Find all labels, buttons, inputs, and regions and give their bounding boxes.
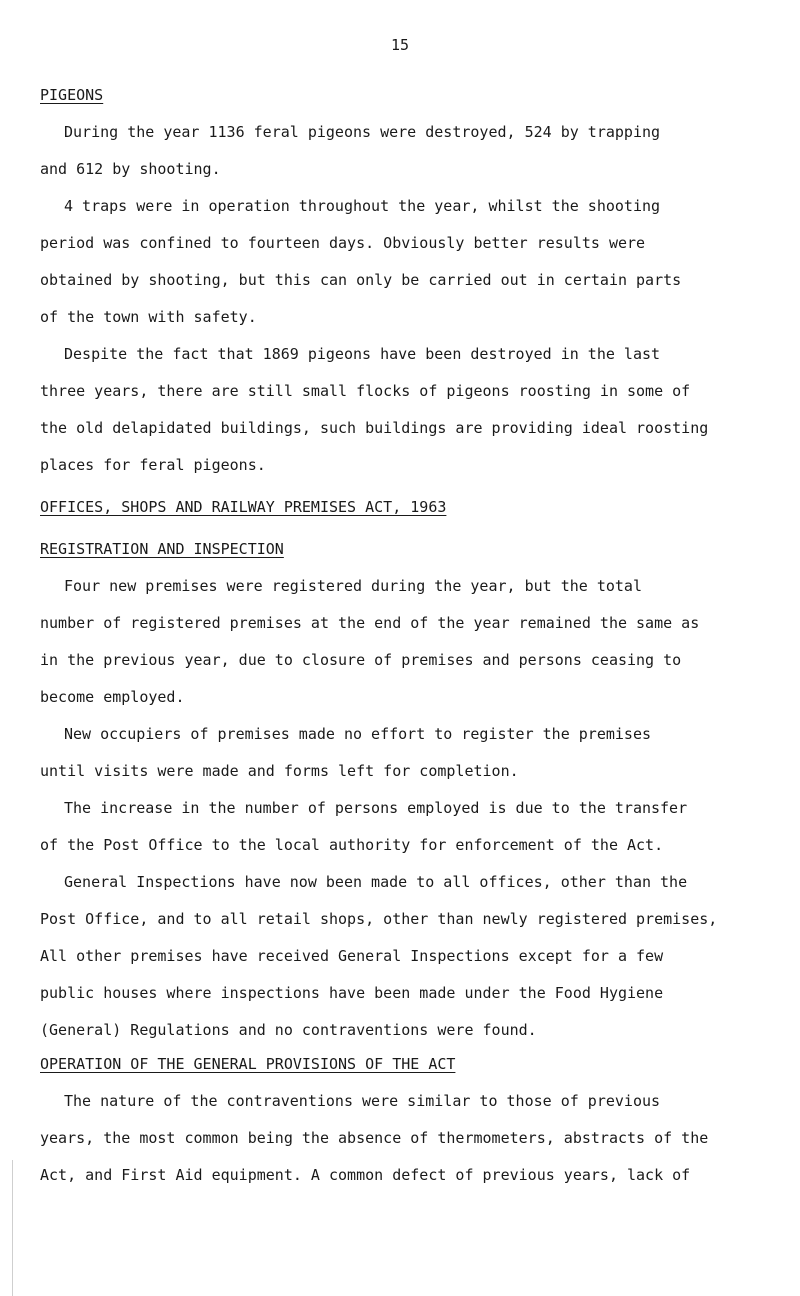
text-line: three years, there are still small flocks of pigeons roosting in some of <box>40 382 691 400</box>
text-line: Four new premises were registered during the year, but the total <box>64 577 642 595</box>
text-line: become employed. <box>40 688 185 706</box>
text-line: years, the most common being the absence of thermometers, abstracts of the <box>40 1129 709 1147</box>
text-line: the old delapidated buildings, such buildings are providing ideal roosting <box>40 419 709 437</box>
page-number: 15 <box>390 36 410 54</box>
text-line: in the previous year, due to closure of premises and persons ceasing to <box>40 651 682 669</box>
operation-paragraph-1 <box>40 1083 780 1194</box>
text-line: The nature of the contraventions were similar to those of previous <box>64 1092 661 1110</box>
pigeons-paragraph-2 <box>40 188 780 336</box>
registration-paragraph-4 <box>40 864 780 1049</box>
text-line: Despite the fact that 1869 pigeons have been destroyed in the last <box>64 345 661 363</box>
text-line: The increase in the number of persons employed is due to the transfer <box>64 799 688 817</box>
text-line: During the year 1136 feral pigeons were destroyed, 524 by trapping <box>64 123 661 141</box>
text-line: (General) Regulations and no contraventions were found. <box>40 1021 537 1039</box>
text-line: and 612 by shooting. <box>40 160 221 178</box>
text-line: until visits were made and forms left for completion. <box>40 762 519 780</box>
text-line: Post Office, and to all retail shops, other than newly registered premises, <box>40 910 718 928</box>
scan-edge-mark <box>12 1160 13 1296</box>
heading-operation: OPERATION OF THE GENERAL PROVISIONS OF THE ACT <box>40 1055 456 1073</box>
heading-registration: REGISTRATION AND INSPECTION <box>40 540 284 558</box>
heading-pigeons: PIGEONS <box>40 86 104 104</box>
text-line: 4 traps were in operation throughout the year, whilst the shooting <box>64 197 661 215</box>
registration-paragraph-2 <box>40 716 780 790</box>
text-line: All other premises have received General Inspections except for a few <box>40 947 664 965</box>
text-line: places for feral pigeons. <box>40 456 266 474</box>
pigeons-paragraph-3 <box>40 336 780 484</box>
text-line: Act, and First Aid equipment. A common defect of previous years, lack of <box>40 1166 691 1184</box>
pigeons-paragraph-1 <box>40 114 780 188</box>
text-line: General Inspections have now been made to all offices, other than the <box>64 873 688 891</box>
text-line: period was confined to fourteen days. Obviously better results were <box>40 234 646 252</box>
registration-paragraph-3 <box>40 790 780 864</box>
text-line: number of registered premises at the end of the year remained the same as <box>40 614 700 632</box>
heading-offices-act: OFFICES, SHOPS AND RAILWAY PREMISES ACT, 1963 <box>40 498 447 516</box>
text-line: public houses where inspections have been made under the Food Hygiene <box>40 984 664 1002</box>
text-line: obtained by shooting, but this can only be carried out in certain parts <box>40 271 682 289</box>
document-body <box>40 80 780 1194</box>
registration-paragraph-1 <box>40 568 780 716</box>
text-line: New occupiers of premises made no effort to register the premises <box>64 725 651 743</box>
text-line: of the town with safety. <box>40 308 257 326</box>
text-line: of the Post Office to the local authority for enforcement of the Act. <box>40 836 664 854</box>
